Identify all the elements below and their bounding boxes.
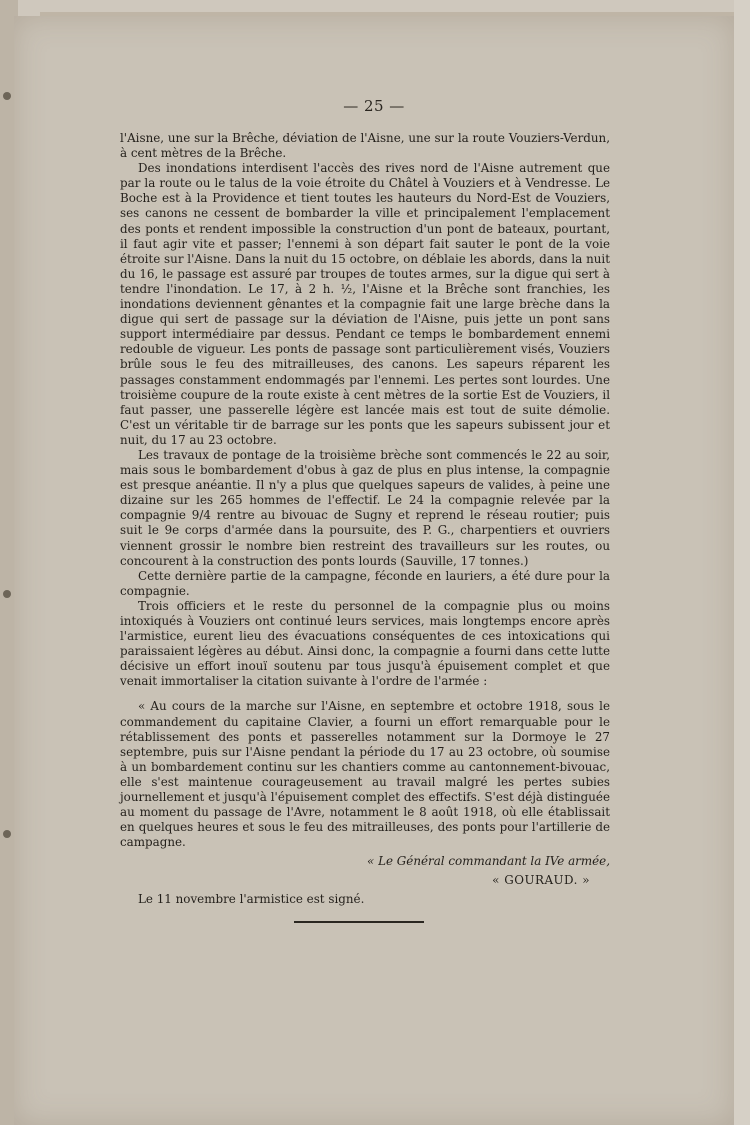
paragraph: Cette dernière partie de la campagne, féconde en lauriers, a été dure pour la compagnie. bbox=[120, 568, 610, 598]
paragraph: Des inondations interdisent l'accès des rives nord de l'Aisne autrement que par la route ou le talus de la voie étroite du Châtel à Vouziers et à Vendresse. Le Boche est à la Providence et tient toutes les hauteurs du Nord-Est de Vouziers, ses canons ne cessent de bombarder la ville et principalement l'emplacement des ponts et rendent impossible la construction d'un pont de bateaux, pourtant, il faut agir vite et passer; l'ennemi à son départ fait sauter le pont de la voie étroite sur l'Aisne. Dans la nuit du 15 octobre, on déblaie les abords, dans la nuit du 16, le passage est assuré par troupes de toutes armes, sur la digue qui sert à tendre l'inondation. Le 17, à 2 h. ½, l'Aisne et la Brêche sont franchies, les inondations deviennent gênantes et la compagnie fait une large brèche dans la digue qui sert de passage sur la déviation de l'Aisne, puis jette un pont sans support intermédiaire par dessus. Pendant ce temps le bombardement ennemi redouble de vigueur. Les ponts de passage sont particulièrement visés, Vouziers brûle sous le feu des mitrailleuses, des canons. Les sapeurs réparent les passages constamment endommagés par l'ennemi. Les pertes sont lourdes. Une troisième coupure de la route existe à cent mètres de la sortie Est de Vouziers, il faut passer, une passerelle légère est lancée mais est tout de suite démolie. C'est un véritable tir de barrage sur les ponts que les sapeurs subissent jour et nuit, du 17 au 23 octobre. bbox=[120, 161, 610, 447]
army-citation bbox=[120, 699, 610, 850]
page-right-edge bbox=[734, 0, 750, 1125]
section-divider bbox=[294, 921, 424, 923]
page-number: — 25 — bbox=[343, 97, 405, 115]
paragraph: Trois officiers et le reste du personnel de la compagnie plus ou moins intoxiqués à Vouziers ont continué leurs services, mais longtemps encore après l'armistice, eurent lieu des évacuations conséquentes de ces intoxications qui paraissaient légères au début. Ainsi donc, la compagnie a fourni dans cette lutte décisive un effort inouï soutenu par tous jusqu'à épuisement complet et que venait immortaliser la citation suivante à l'ordre de l'armée : bbox=[120, 598, 610, 689]
document-page bbox=[14, 16, 734, 1125]
citation-text: « Au cours de la marche sur l'Aisne, en septembre et octobre 1918, sous le commandement du capitaine Clavier, a fourni un effort remarquable pour le rétablissement des ponts et passerelles notamment sur la Dormoye le 27 septembre, puis sur l'Aisne pendant la période du 17 au 23 octobre, où soumise à un bombardement continu sur les chantiers comme au cantonnement-bivouac, elle s'est maintenue courageusement au travail malgré les pertes subies journellement et jusqu'à l'épuisement complet des effectifs. S'est déjà distinguée au moment du passage de l'Avre, notamment le 8 août 1918, où elle établissait en quelques heures et sous le feu des mitrailleuses, des ponts pour l'artillerie de campagne. bbox=[120, 699, 610, 850]
body-text bbox=[120, 131, 610, 908]
closing-line: Le 11 novembre l'armistice est signé. bbox=[138, 892, 365, 907]
binding-hole bbox=[3, 92, 11, 100]
signature-name: « GOURAUD. » bbox=[492, 873, 590, 888]
paragraph: l'Aisne, une sur la Brêche, déviation de l'Aisne, une sur la route Vouziers-Verdun, à cent mètres de la Brêche. bbox=[120, 131, 610, 161]
signature-block bbox=[120, 854, 610, 892]
binding-hole bbox=[3, 590, 11, 598]
binding-hole bbox=[3, 830, 11, 838]
paragraph: Les travaux de pontage de la troisième brèche sont commencés le 22 au soir, mais sous le bombardement d'obus à gaz de plus en plus intense, la compagnie est presque anéantie. Il n'y a plus que quelques sapeurs de valides, à peine une dizaine sur les 265 hommes de l'effectif. Le 24 la compagnie relevée par la compagnie 9/4 rentre au bivouac de Sugny et reprend le réseau routier; puis suit le 9e corps d'armée dans la poursuite, des P. G., charpentiers et ouvriers viennent grossir le nombre bien restreint des travailleurs sur les routes, ou concourent à la construction des ponts lourds (Sauville, 17 tonnes.) bbox=[120, 447, 610, 568]
signature-title: « Le Général commandant la IVe armée, bbox=[367, 854, 610, 869]
